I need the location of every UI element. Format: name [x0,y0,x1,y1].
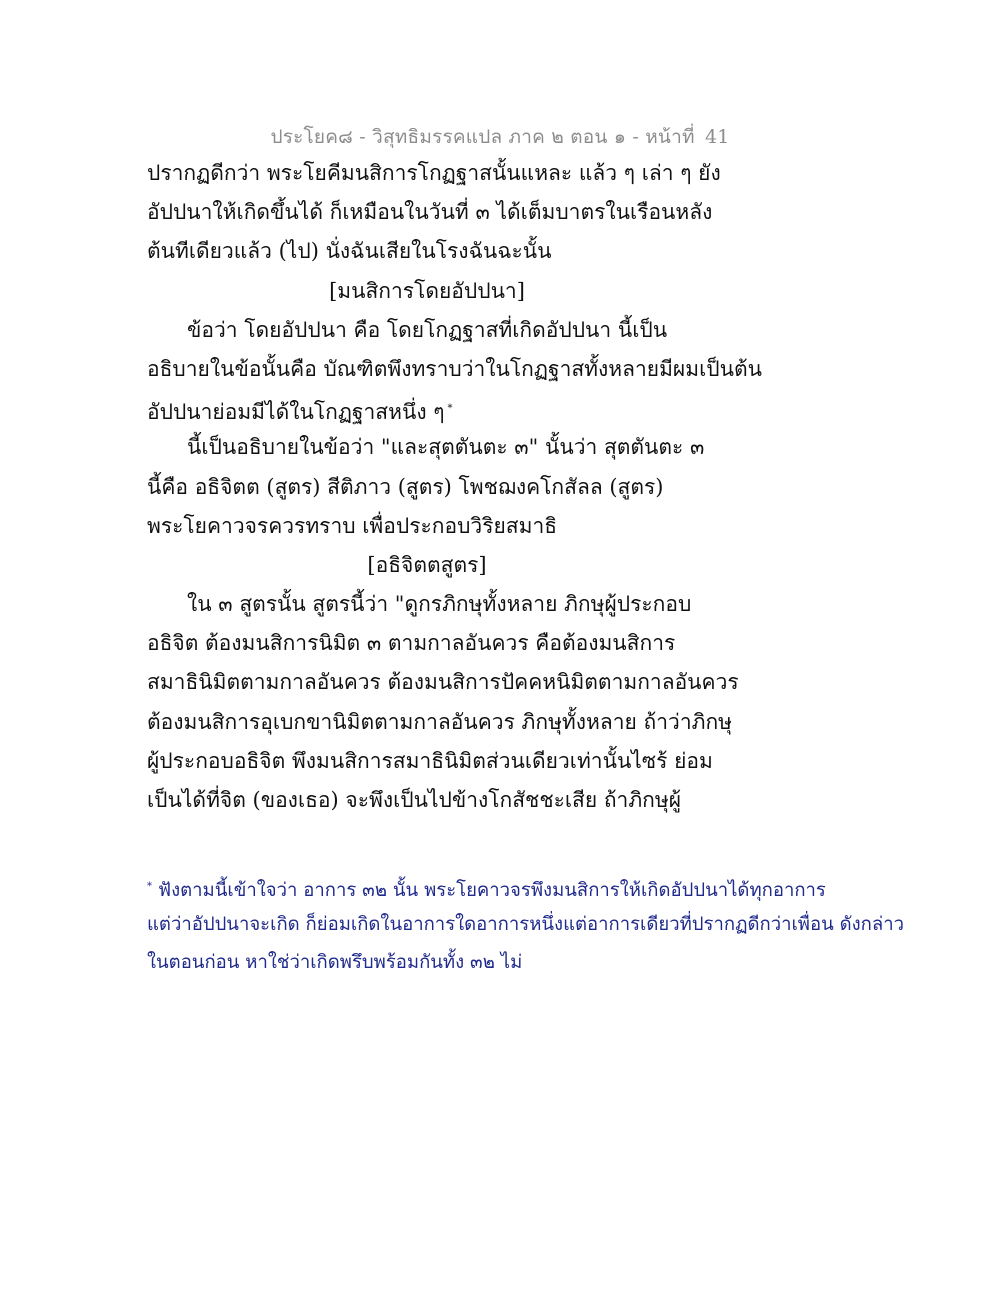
paragraph-line: ผู้ประกอบอธิจิต พึงมนสิการสมาธินิมิตส่วนเดียวเท่านั้นไซร้ ย่อม [147,748,713,773]
footnote-line: ในตอนก่อน หาใช่ว่าเกิดพรึบพร้อมกันทั้ง ๓๒ ไม่ [147,952,523,973]
footnote [147,868,905,982]
paragraph-line: ต้องมนสิการอุเบกขานิมิตตามกาลอันควร ภิกษุทั้งหลาย ถ้าว่าภิกษุ [147,709,733,734]
paragraph-line: อัปปนาให้เกิดขึ้นได้ ก็เหมือนในวันที่ ๓ ได้เต็มบาตรในเรือนหลัง [147,200,713,225]
paragraph-line: อธิจิต ต้องมนสิการนิมิต ๓ ตามกาลอันควร คือต้องมนสิการ [147,631,676,656]
paragraph-line: สมาธินิมิตตามกาลอันควร ต้องมนสิการปัคคหนิมิตตามกาลอันควร [147,670,739,695]
paragraph-line: ต้นทีเดียวแล้ว (ไป) นั่งฉันเสียในโรงฉันฉะนั้น [147,239,552,264]
footnote-line [147,868,867,906]
paragraph-line: นี้เป็นอธิบายในข้อว่า "และสุตตันตะ ๓" นั้นว่า สุตตันตะ ๓ [187,435,705,460]
paragraph-line: เป็นได้ที่จิต (ของเธอ) จะพึงเป็นไปข้างโกสัชชะเสีย ถ้าภิกษุผู้ [147,788,682,812]
footnote-mark: * [147,881,152,892]
section-heading-adhicitta: [อธิจิตตสูตร] [367,552,487,577]
paragraph-line: นี้คือ อธิจิตต (สูตร) สีติภาว (สูตร) โพชฌงคโกสัลล (สูตร) [147,474,664,499]
paragraph-text: อัปปนาย่อมมีได้ในโกฏฐาสหนึ่ง ๆ [147,400,445,425]
footnote-reference: * [447,403,453,415]
footnote-line: แต่ว่าอัปปนาจะเกิด ก็ย่อมเกิดในอาการใดอาการหนึ่งแต่อาการเดียวที่ปรากฏดีกว่าเพื่อน ดังกล่าว [147,914,905,935]
page-number: 41 [704,126,730,148]
page-header [0,122,1000,152]
paragraph-line: ใน ๓ สูตรนั้น สูตรนี้ว่า "ดูกรภิกษุทั้งหลาย ภิกษุผู้ประกอบ [187,592,692,617]
paragraph-line: พระโยคาวจรควรทราบ เพื่อประกอบวิริยสมาธิ [147,513,558,538]
running-title: ประโยค๘ - วิสุทธิมรรคแปล ภาค ๒ ตอน ๑ - หน้าที่ [270,126,695,148]
paragraph-line: ปรากฏดีกว่า พระโยคีมนสิการโกฏฐาสนั้นแหละ แล้ว ๆ เล่า ๆ ยัง [147,161,721,185]
body-text [147,154,867,820]
section-heading-manasikara: [มนสิการโดยอัปปนา] [329,278,525,303]
paragraph-line [147,389,867,428]
footnote-text: ฟังตามนี้เข้าใจว่า อาการ ๓๒ นั้น พระโยคาวจรพึงมนสิการให้เกิดอัปปนาได้ทุกอาการ [158,880,826,902]
paragraph-line: ข้อว่า โดยอัปปนา คือ โดยโกฏฐาสที่เกิดอัปปนา นี้เป็น [187,317,668,342]
paragraph-line: อธิบายในข้อนั้นคือ บัณฑิตพึงทราบว่าในโกฏฐาสทั้งหลายมีผมเป็นต้น [147,356,762,381]
